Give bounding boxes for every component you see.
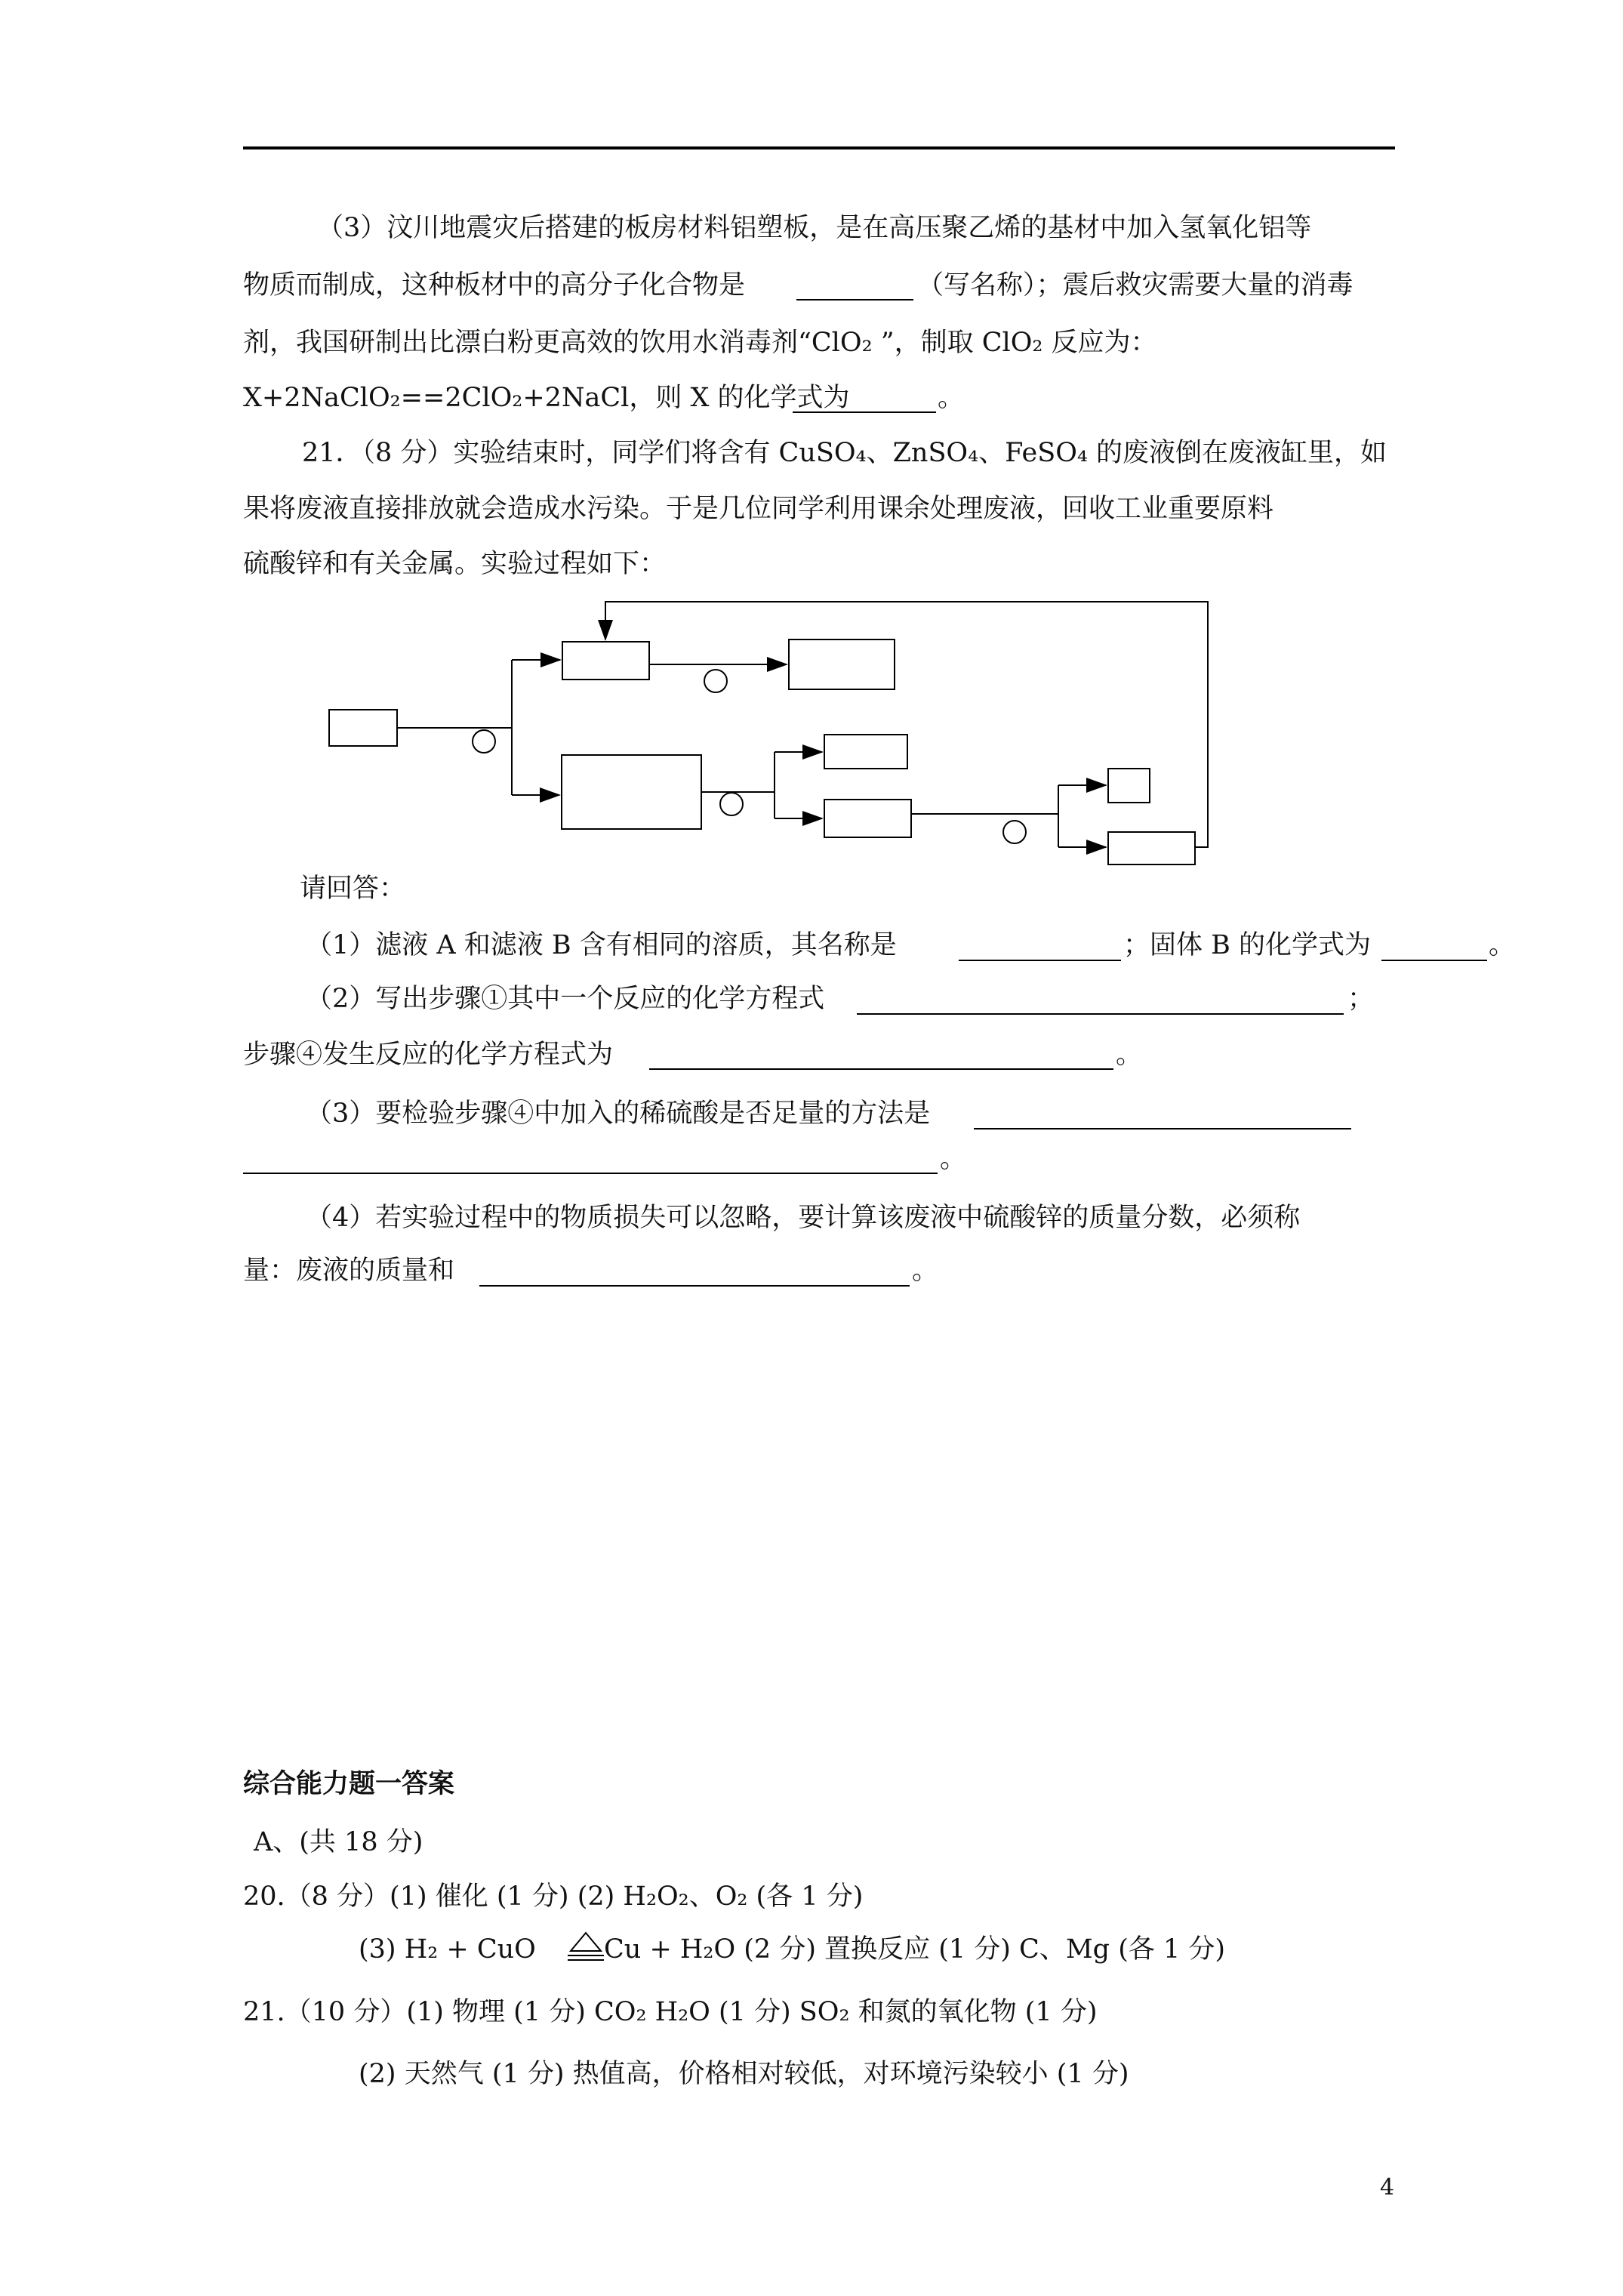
filtrate-a-box [789, 639, 895, 689]
q21-s1b: ；固体 B 的化学式为 [1123, 930, 1371, 960]
q21-s2-blank-1[interactable] [857, 1013, 1344, 1015]
copper-box [1108, 769, 1150, 803]
answer-20-1: 20.（8 分）(1) 催化 (1 分) (2) H₂O₂、O₂ (各 1 分) [243, 1881, 864, 1912]
q21-prompt: 请回答： [300, 874, 406, 904]
q20-3-line2a: 物质而制成，这种板材中的高分子化合物是 [243, 270, 746, 300]
q21-s1-blank-2[interactable] [1381, 960, 1487, 961]
answers-title: 综合能力题一答案 [243, 1768, 455, 1799]
q21-s4a: （4）若实验过程中的物质损失可以忽略，要计算该废液中硫酸锌的质量分数，必须称 [306, 1203, 1301, 1233]
solid-a-box [562, 642, 649, 680]
q21-s3a: （3）要检验步骤④中加入的稀硫酸是否足量的方法是 [306, 1099, 931, 1129]
step-1-circle [473, 730, 495, 753]
iron-box [824, 735, 907, 769]
q21-s1c: 。 [1489, 930, 1516, 960]
q21-s4b: 量：废液的质量和 [243, 1256, 455, 1286]
q20-3-line1: （3）汶川地震灾后搭建的板房材料铝塑板，是在高压聚乙烯的基材中加入氢氧化铝等 [317, 213, 1312, 243]
q21-s2d: 。 [1116, 1040, 1143, 1070]
q21-s2c: 步骤④发生反应的化学方程式为 [243, 1040, 614, 1070]
q21-s3b: 。 [940, 1144, 967, 1174]
waste-liquid-box [329, 710, 397, 746]
answer-21-1: 21.（10 分）(1) 物理 (1 分) CO₂ H₂O (1 分) SO₂ 和氮的氧化物 (1 分) [243, 1997, 1098, 2027]
q20-3-line3: 剂，我国研制出比漂白粉更高效的饮用水消毒剂“ClO₂ ”，制取 ClO₂ 反应为： [243, 328, 1157, 358]
q21-s1a: （1）滤液 A 和滤液 B 含有相同的溶质，其名称是 [306, 930, 897, 960]
q21-s2-blank-2[interactable] [649, 1068, 1113, 1070]
filtrate-b-box [1108, 832, 1195, 864]
q21-line1: 21．（8 分）实验结束时，同学们将含有 CuSO₄、ZnSO₄、FeSO₄ 的废液倒在废液缸里，如 [302, 438, 1387, 468]
q20-3-line4a: X+2NaClO₂==2ClO₂+2NaCl，则 X 的化学式为 [243, 383, 850, 413]
q21-s4c: 。 [912, 1256, 939, 1286]
answers-section-a: A、(共 18 分) [254, 1827, 423, 1857]
answer-21-2: (2) 天然气 (1 分) 热值高，价格相对较低，对环境污染较小 (1 分) [359, 2059, 1129, 2089]
q20-3-line2b: （写名称）；震后救灾需要大量的消毒 [917, 270, 1354, 300]
page-number: 4 [1380, 2174, 1395, 2201]
q21-s3-blank-2[interactable] [243, 1173, 938, 1174]
answer-20-3b: Cu + H₂O (2 分) 置换反应 (1 分) C、Mg (各 1 分) [604, 1934, 1226, 1965]
q21-s2b: ； [1347, 984, 1375, 1014]
q21-line2: 果将废液直接排放就会造成水污染。于是几位同学利用课余处理废液，回收工业重要原料 [243, 494, 1274, 524]
solid-mixture-box [562, 755, 701, 829]
q21-line3: 硫酸锌和有关金属。实验过程如下： [243, 549, 667, 579]
step-3-circle [720, 793, 743, 815]
q21-s4-blank[interactable] [479, 1285, 910, 1287]
q21-s3-blank-1[interactable] [974, 1128, 1351, 1130]
solid-b-box [824, 800, 911, 837]
heat-triangle-icon [568, 1930, 604, 1963]
q21-s2a: （2）写出步骤①其中一个反应的化学方程式 [306, 984, 825, 1014]
step-4-circle [1003, 821, 1026, 843]
answer-20-3a: (3) H₂ + CuO [359, 1934, 536, 1965]
q21-s1-blank-1[interactable] [959, 960, 1121, 961]
q20-3-line4b: 。 [938, 383, 965, 413]
step-2-circle [704, 670, 727, 692]
